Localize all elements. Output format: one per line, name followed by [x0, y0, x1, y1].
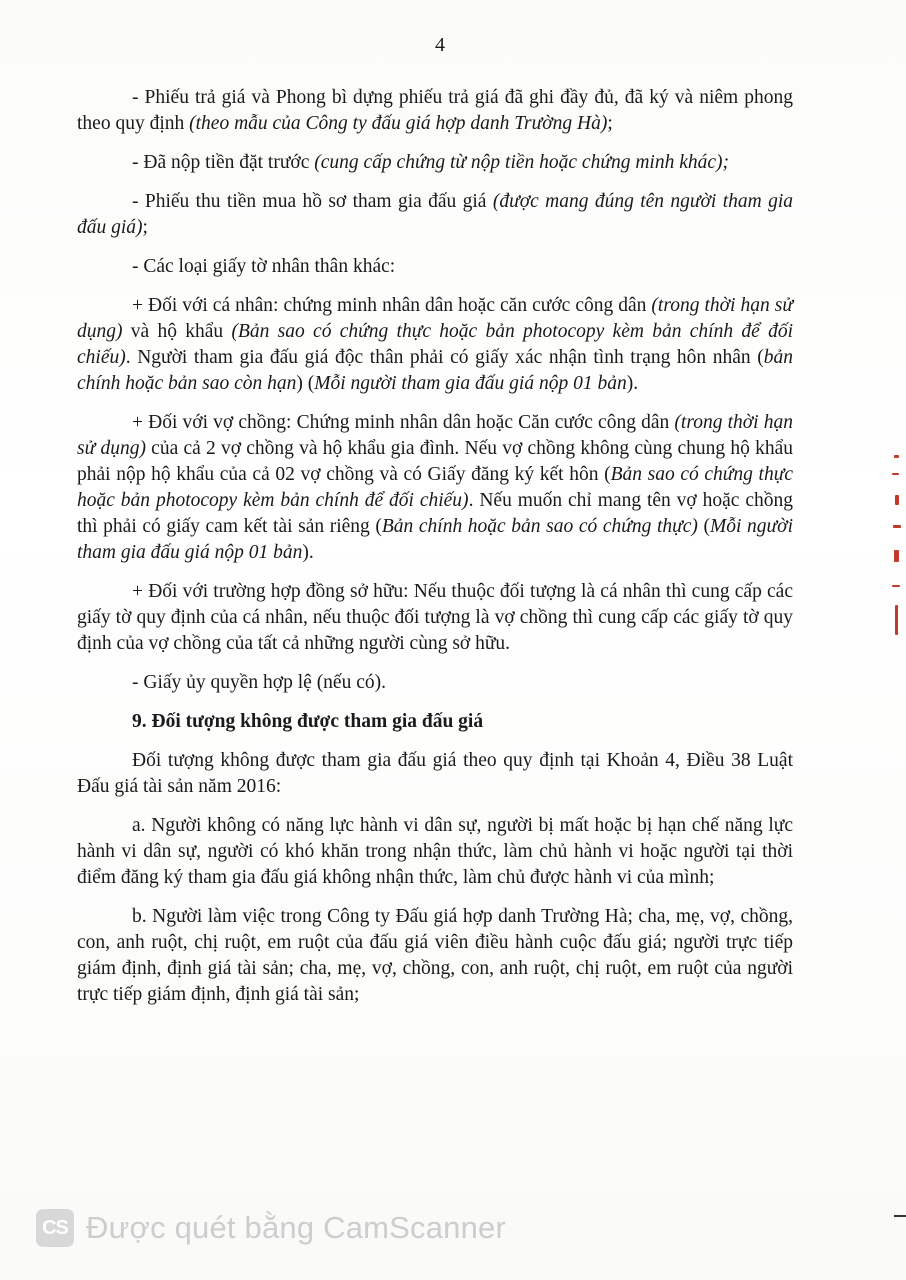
- italic-note: Mỗi người tham gia đấu giá nộp 01 bản: [314, 373, 627, 394]
- italic-note: Mỗi người tham gia đấu giá nộp 01 bản: [77, 516, 793, 563]
- paragraph: [77, 748, 793, 800]
- paragraph: [77, 579, 793, 657]
- text-segment: + Đối với cá nhân: chứng minh nhân dân hoặc căn cước công dân: [132, 295, 652, 316]
- italic-note: (theo mẫu của Công ty đấu giá hợp danh Trường Hà): [189, 113, 608, 134]
- camscanner-text: Được quét bằng CamScanner: [86, 1210, 507, 1245]
- paragraph: [77, 189, 793, 241]
- italic-note: (Bản sao có chứng thực hoặc bản photocopy kèm bản chính để đối chiếu): [77, 321, 793, 368]
- paragraph: [77, 904, 793, 1008]
- text-segment: ;: [142, 217, 148, 238]
- camscanner-watermark: [36, 1208, 506, 1248]
- text-segment: Đối tượng không được tham gia đấu giá theo quy định tại Khoản 4, Điều 38 Luật Đấu giá tài sản năm 2016:: [77, 750, 793, 797]
- text-segment: của cả 2 vợ chồng và hộ khẩu gia đình. Nếu vợ chồng không cùng chung hộ khẩu phải nộp hộ khẩu của cả 02 vợ chồng và có Giấy đăng ký kết hôn (: [77, 438, 793, 485]
- italic-note: (được mang đúng tên người tham gia đấu giá): [77, 191, 793, 238]
- paragraph: [77, 813, 793, 891]
- paragraph: [77, 410, 793, 566]
- paragraph: [77, 670, 793, 696]
- text-segment: ).: [302, 542, 314, 563]
- text-segment: a. Người không có năng lực hành vi dân sự, người bị mất hoặc bị hạn chế năng lực hành vi dân sự, người có khó khăn trong nhận thức, làm chủ hành vi hoặc người tại thời điểm đăng ký tham gia đấu giá không nhận thức, làm chủ được hành vi của mình;: [77, 815, 793, 888]
- text-segment: - Đã nộp tiền đặt trước: [132, 152, 315, 173]
- paragraph: [77, 150, 793, 176]
- text-segment: và hộ khẩu: [122, 321, 232, 342]
- paragraph: [77, 85, 793, 137]
- text-segment: b. Người làm việc trong Công ty Đấu giá hợp danh Trường Hà; cha, mẹ, vợ, chồng, con, anh ruột, chị ruột, em ruột của đấu giá viên điều hành cuộc đấu giá; người trực tiếp giám định, định giá tài sản; cha, mẹ, vợ, chồng, con, anh ruột, chị ruột, em ruột của người trực tiếp giám định, định giá tài sản;: [77, 906, 793, 1005]
- italic-note: Bản sao có chứng thực hoặc bản photocopy kèm bản chính để đối chiếu): [77, 464, 793, 511]
- italic-note: Bản chính hoặc bản sao có chứng thực): [381, 516, 698, 537]
- paragraph: [77, 254, 793, 280]
- italic-note: (trong thời hạn sử dụng): [77, 295, 793, 342]
- text-segment: - Phiếu thu tiền mua hồ sơ tham gia đấu giá: [132, 191, 493, 212]
- camscanner-logo: CS: [36, 1209, 74, 1247]
- text-segment: - Phiếu trả giá và Phong bì dựng phiếu trả giá đã ghi đầy đủ, đã ký và niêm phong theo quy định: [77, 87, 793, 134]
- text-segment: (: [697, 516, 711, 537]
- text-segment: + Đối với trường hợp đồng sở hữu: Nếu thuộc đối tượng là cá nhân thì cung cấp các giấy tờ quy định của cá nhân, nếu thuộc đối tượng là vợ chồng thì cung cấp các giấy tờ quy định của vợ chồng của tất cả những người cùng sở hữu.: [77, 581, 793, 654]
- text-segment: . Nếu muốn chỉ mang tên vợ hoặc chồng thì phải có giấy cam kết tài sản riêng (: [77, 490, 793, 537]
- paragraph: [77, 293, 793, 397]
- document-body: [77, 85, 793, 1021]
- text-segment: 9. Đối tượng không được tham gia đấu giá: [132, 711, 484, 732]
- text-segment: ) (: [296, 373, 315, 394]
- italic-note: bản chính hoặc bản sao còn hạn: [77, 347, 793, 394]
- edge-mark: [894, 1215, 906, 1217]
- margin-handwritten-marks: [890, 455, 904, 645]
- text-segment: - Các loại giấy tờ nhân thân khác:: [132, 256, 396, 277]
- italic-note: (cung cấp chứng từ nộp tiền hoặc chứng minh khác);: [314, 152, 730, 173]
- text-segment: ).: [626, 373, 639, 394]
- italic-note: (trong thời hạn sử dụng): [77, 412, 793, 459]
- page-number: 4: [435, 34, 445, 56]
- text-segment: - Giấy ủy quyền hợp lệ (nếu có).: [132, 672, 386, 693]
- text-segment: + Đối với vợ chồng: Chứng minh nhân dân hoặc Căn cước công dân: [132, 412, 675, 433]
- text-segment: ;: [607, 113, 613, 134]
- text-segment: . Người tham gia đấu giá độc thân phải có giấy xác nhận tình trạng hôn nhân (: [125, 347, 764, 368]
- section-heading: [77, 709, 793, 735]
